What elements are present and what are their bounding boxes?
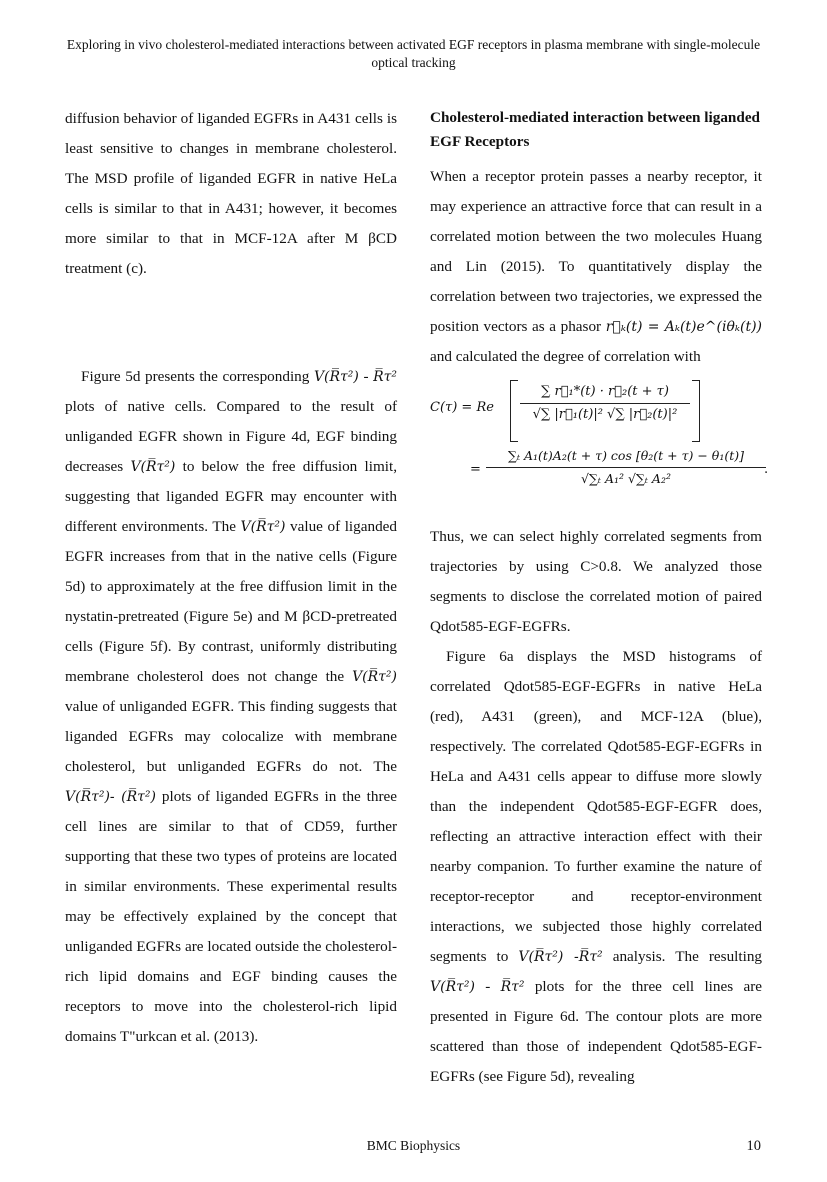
math-v-rtau: V(R̅τ²) — [130, 459, 176, 475]
text-span: When a receptor protein passes a nearby receptor, it may experience an attractive force that can result in a correlated motion between the two molecules Huang and Lin (2015). To quantitatively display the correlation between two trajectories, we expressed the position vectors as a phasor — [430, 168, 762, 335]
text-span: value of unliganded EGFR. This finding suggests that liganded EGFRs may colocalize with membrane cholesterol, but unliganded EGFRs do not. The — [65, 698, 397, 775]
math-v-rtau: V(R̅τ²) — [430, 979, 475, 995]
paragraph-right-2: Thus, we can select highly correlated segments from trajectories by using C>0.8. We analyzed those segments to disclose the correlated motion of paired Qdot585-EGF-EGFRs. — [430, 528, 762, 635]
text-span: value of liganded EGFR increases from that in the native cells (Figure 5d) to approximately at the free diffusion limit in the nystatin-pretreated (Figure 5e) and M βCD-pretreated cells (Figure 5f). By contrast, uniformly distributing membrane cholesterol does not change the — [65, 518, 397, 685]
text-span: plots of liganded EGFRs in the three cell lines are similar to that of CD59, further supporting that these two types of proteins are located in similar environments. These experimental results may be effectively explained by the concept that unliganded EGFRs are located outside the cholesterol-rich lipid domains and EGF binding causes the receptors to move into the cholesterol-rich lipid domains T"urkcan et al. (2013). — [65, 788, 398, 1045]
running-title: Exploring in vivo cholesterol-mediated interactions between activated EGF receptors in plasma membrane with single-molecule optical tracking — [66, 37, 761, 70]
math-rtau2: R̅τ² — [373, 369, 397, 385]
journal-name: BMC Biophysics — [366, 1138, 461, 1153]
fraction-2 — [486, 448, 769, 487]
math-phasor: r⃗ₖ(t) = Aₖ(t)e^(iθₖ(t)) — [605, 319, 763, 335]
fraction-1 — [520, 384, 690, 423]
fraction-bar — [520, 403, 690, 404]
math-v-rtau-pair: V(R̅τ²) -R̅τ² — [518, 949, 603, 965]
math-v-rtau: V(R̅τ²) — [352, 669, 397, 685]
equals-sign: = — [470, 462, 481, 477]
math-v-rtau-pair: V(R̅τ²)- (R̅τ²) — [65, 789, 157, 805]
math-v-rtau: V(R̅τ²) — [240, 519, 286, 535]
fraction-bar — [486, 467, 766, 468]
correlation-equation — [430, 378, 769, 518]
text-span: plots of native cells. Compared to the result of unliganded EGFR shown in Figure 4d, EGF binding decreases — [65, 398, 397, 475]
fraction-2-numerator: ∑ₜ A₁(t)A₂(t + τ) cos [θ₂(t + τ) − θ₁(t)] — [508, 448, 744, 463]
column-gap — [65, 284, 397, 362]
paragraph-right-1 — [430, 162, 762, 372]
fraction-1-numerator: ∑ r⃗₁*(t) · r⃗₂(t + τ) — [541, 384, 669, 399]
section-heading: Cholesterol-mediated interaction between liganded EGF Receptors — [430, 109, 761, 150]
left-bracket — [510, 380, 518, 442]
math-v-rtau: V(R̅τ²) — [313, 369, 359, 385]
text-span: and calculated the degree of correlation with — [430, 348, 701, 365]
right-column — [430, 104, 769, 1092]
paragraph-left-1: diffusion behavior of liganded EGFRs in A431 cells is least sensitive to changes in membrane cholesterol. The MSD profile of liganded EGFR in native HeLa cells is similar to that in A431; however, it becomes more similar to that in MCF-12A after M βCD treatment (c). — [65, 110, 397, 277]
text-span: Figure 5d presents the corresponding — [81, 368, 314, 385]
fraction-2-denominator: √∑ₜ A₁² √∑ₜ A₂² — [581, 471, 671, 486]
text-span: plots for the three cell lines are presented in Figure 6d. The contour plots are more scattered than those of independent Qdot585-EGF-EGFRs (see Figure 5d), revealing — [430, 978, 762, 1085]
equation-period: . — [764, 462, 769, 477]
page-number: 10 — [746, 1138, 761, 1154]
text-span: Figure 6a displays the MSD histograms of correlated Qdot585-EGF-EGFRs in native HeLa (red), A431 (green), and MCF-12A (blue), respectively. The correlated Qdot585-EGF-EGFRs in HeLa and A431 cells appear to diffuse more slowly than the independent Qdot585-EGF-EGFR does, reflecting an attractive interaction effect with their nearby companion. To further examine the nature of receptor-receptor and receptor-environment interactions, we subjected those highly correlated segments to — [430, 648, 762, 965]
paragraph-left-2: Figure 5d presents the corresponding V(R̅τ²) - R̅τ² plots of native cells. Compared to the result of unliganded EGFR shown in Figure 4d, EGF binding decreases V(R̅τ²) to below the free diffusion limit, suggesting that liganded EGFR may encounter with different environments. The V(R̅τ²) value of liganded EGFR increases from that in the native cells (Figure 5d) to approximately at the free diffusion limit in the nystatin-pretreated (Figure 5e) and M βCD-pretreated cells (Figure 5f). By contrast, uniformly distributing membrane cholesterol does not change the V(R̅τ²) value of unliganded EGFR. This finding suggests that liganded EGFRs may colocalize with membrane cholesterol, but unliganded EGFRs do not. The V(R̅τ²)- (R̅τ²) plots of liganded EGFRs in the three cell lines are similar to that of CD59, further supporting that these two types of proteins are located in similar environments. These experimental results may be effectively explained by the concept that unliganded EGFRs are located outside the cholesterol-rich lipid domains and EGF binding causes the receptors to move into the cholesterol-rich lipid domains T"urkcan et al. (2013). — [65, 368, 398, 1045]
equation-lhs: C(τ) = Re — [430, 400, 494, 415]
left-column — [65, 104, 397, 1052]
text-span: to below the free diffusion limit, suggesting that liganded EGFR may encounter with different environments. The — [65, 458, 397, 535]
math-rtau2: R̅τ² — [500, 979, 525, 995]
right-bracket — [692, 380, 700, 442]
text-span: analysis. The resulting — [602, 948, 763, 965]
paragraph-right-3: Figure 6a displays the MSD histograms of correlated Qdot585-EGF-EGFRs in native HeLa (red), A431 (green), and MCF-12A (blue), respectively. The correlated Qdot585-EGF-EGFRs in HeLa and A431 cells appear to diffuse more slowly than the independent Qdot585-EGF-EGFR does, reflecting an attractive interaction effect with their nearby companion. To further examine the nature of receptor-receptor and receptor-environment interactions, we subjected those highly correlated segments to V(R̅τ²) -R̅τ² analysis. The resulting V(R̅τ²) - R̅τ² plots for the three cell lines are presented in Figure 6d. The contour plots are more scattered than those of independent Qdot585-EGF-EGFRs (see Figure 5d), revealing — [430, 648, 763, 1085]
fraction-1-denominator: √∑ |r⃗₁(t)|² √∑ |r⃗₂(t)|² — [532, 407, 678, 422]
